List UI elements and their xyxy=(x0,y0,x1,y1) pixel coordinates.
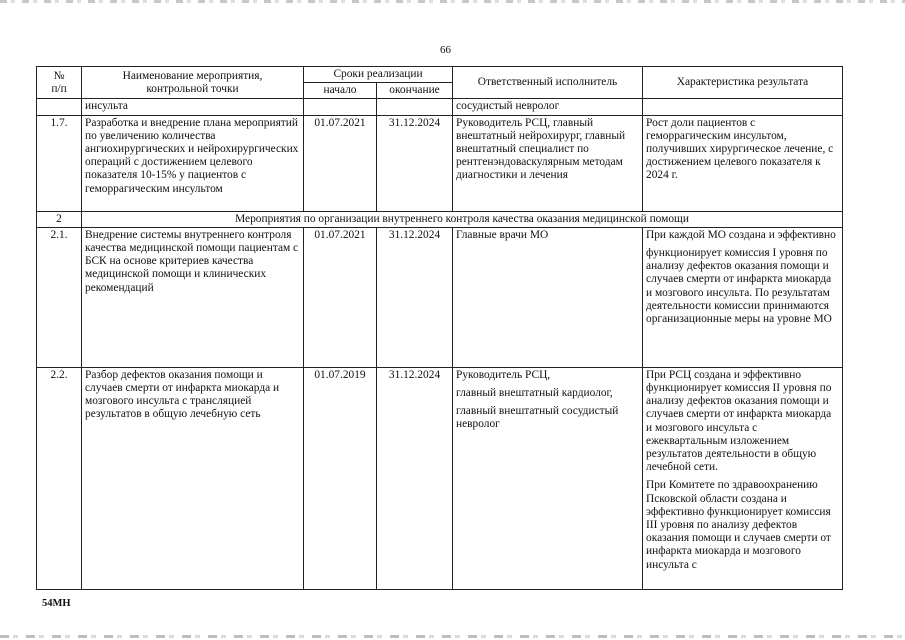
table-row-1-7 xyxy=(37,115,843,211)
cell-end xyxy=(377,99,453,115)
cell-name: инсульта xyxy=(82,99,304,115)
cell-start: 01.07.2021 xyxy=(304,115,377,211)
cell-end: 31.12.2024 xyxy=(377,115,453,211)
result-paragraph: При Комитете по здравоохранению Псковской области создана и эффективно функционирует комиссия III уровня по анализу дефектов оказания помощи и случаев смерти от инфаркта миокарда и мозгового инсульта с xyxy=(646,479,831,571)
column-header-result: Характеристика результата xyxy=(643,67,843,99)
cell-number: 2.1. xyxy=(37,227,82,367)
page-number: 66 xyxy=(440,44,451,56)
cell-name: Разработка и внедрение плана мероприятий по увеличению количества ангиохирургических и нейрохирургических операций с достижением целевого показателя 10-15% у пациентов с геморрагическим инсультом xyxy=(82,115,304,211)
table-header-row xyxy=(37,67,843,83)
table-row-2-2 xyxy=(37,367,843,589)
result-paragraph: При каждой МО создана и эффективно xyxy=(646,228,836,241)
cell-end: 31.12.2024 xyxy=(377,367,453,589)
executor-paragraph: Руководитель РСЦ, xyxy=(456,368,551,381)
table-row-continuation xyxy=(37,99,843,115)
cell-executor xyxy=(453,367,643,589)
cell-end: 31.12.2024 xyxy=(377,227,453,367)
cell-section-number: 2 xyxy=(37,211,82,227)
cell-number: 2.2. xyxy=(37,367,82,589)
cell-section-title: Мероприятия по организации внутреннего контроля качества оказания медицинской помощи xyxy=(82,211,843,227)
column-header-name: Наименование мероприятия, контрольной точки xyxy=(82,67,304,99)
section-row-2 xyxy=(37,211,843,227)
executor-paragraph: главный внештатный кардиолог, xyxy=(456,387,613,400)
executor-paragraph: главный внештатный сосудистый невролог xyxy=(456,405,619,431)
cell-start: 01.07.2021 xyxy=(304,227,377,367)
cell-executor: Главные врачи МО xyxy=(453,227,643,367)
cell-name: Внедрение системы внутреннего контроля качества медицинской помощи пациентам с БСК на основе критериев качества медицинской помощи и клинических рекомендаций xyxy=(82,227,304,367)
cell-executor: Руководитель РСЦ, главный внештатный нейрохирург, главный внештатный специалист по рентгенэндоваскулярным методам диагностики и лечения xyxy=(453,115,643,211)
column-header-terms: Сроки реализации xyxy=(304,67,453,83)
cell-result xyxy=(643,227,843,367)
cell-number: 1.7. xyxy=(37,115,82,211)
result-paragraph: При РСЦ создана и эффективно функционирует комиссия II уровня по анализу дефектов оказания помощи и случаев смерти от инфаркта миокарда и мозгового инсульта с ежеквартальным изложением результатов деятельности в общую лечебной сети. xyxy=(646,368,832,474)
cell-result xyxy=(643,99,843,115)
scan-edge-bottom xyxy=(0,635,905,638)
result-paragraph: функционирует комиссия I уровня по анализу дефектов оказания помощи и случаев смерти от инфаркта миокарда и мозгового инсульта. По результатам деятельности комиссии принимаются организационные меры на уровне МО xyxy=(646,247,832,326)
cell-result xyxy=(643,367,843,589)
measures-table xyxy=(36,66,843,590)
document-code: 54МН xyxy=(42,598,71,609)
column-header-start: начало xyxy=(304,83,377,99)
cell-start xyxy=(304,99,377,115)
column-header-end: окончание xyxy=(377,83,453,99)
table-row-2-1 xyxy=(37,227,843,367)
scan-edge-top xyxy=(0,0,905,3)
cell-start: 01.07.2019 xyxy=(304,367,377,589)
cell-result: Рост доли пациентов с геморрагическим инсультом, получивших хирургическое лечение, с достижением целевого показателя к 2024 г. xyxy=(643,115,843,211)
column-header-executor: Ответственный исполнитель xyxy=(453,67,643,99)
cell-number xyxy=(37,99,82,115)
column-header-number: № п/п xyxy=(37,67,82,99)
cell-name: Разбор дефектов оказания помощи и случаев смерти от инфаркта миокарда и мозгового инсульта с трансляцией результатов в общую лечебную сеть xyxy=(82,367,304,589)
cell-executor: сосудистый невролог xyxy=(453,99,643,115)
